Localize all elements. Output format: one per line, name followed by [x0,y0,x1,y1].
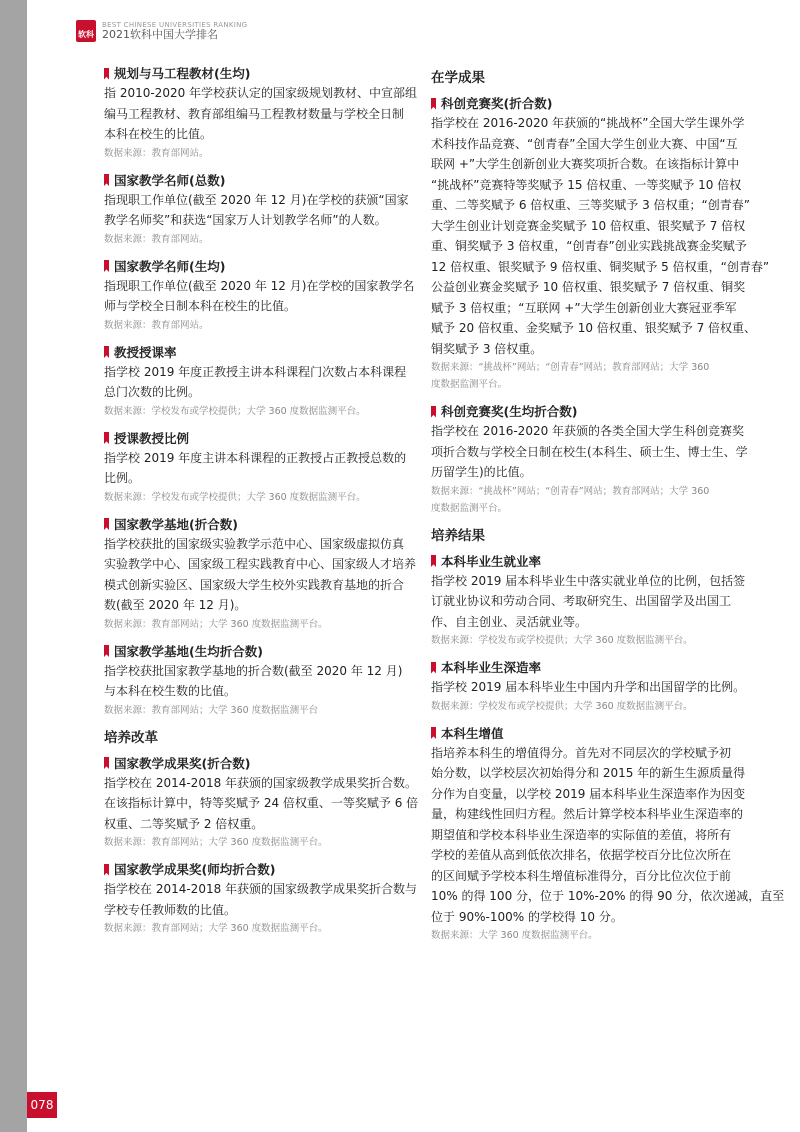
indicator-title-text: 本科毕业生就业率 [441,553,542,569]
indicator-description-line: 指学校在 2014-2018 年获颁的国家级教学成果奖折合数。 [104,775,418,790]
bookmark-icon [431,662,436,674]
indicator-description-line: 指 2010-2020 年学校获认定的国家级规划教材、中宣部组 [104,86,418,100]
indicator-description-line: 比例。 [104,471,141,485]
bookmark-icon [431,98,436,110]
indicator-description-line: 术科技作品竞赛、“创青春”全国大学生创业大赛、中国“互 [431,136,738,151]
data-source-line: 数据来源：教育部网站；大学 360 度数据监测平台。 [104,923,328,934]
bookmark-icon [104,260,109,272]
indicator-description-line: 赋予 20 倍权重、金奖赋予 10 倍权重、银奖赋予 7 倍权重、 [431,321,757,335]
data-source-line: 数据来源：教育部网站；大学 360 度数据监测平台。 [104,837,328,848]
indicator-title [104,860,404,879]
header-cn-title: 2021软科中国大学排名 [102,27,218,41]
side-strip [0,0,27,1132]
indicator-description-line: 的区间赋予学校本科生增值标准得分，百分比位次位于前 [431,868,732,883]
indicator-description-line: 分作为自变量，以学校 2019 届本科毕业生深造率作为因变 [431,786,746,801]
indicator-description-line: 师与学校全日制本科在校生的比值。 [104,299,297,313]
indicator-title [431,724,720,743]
indicator-title-text: 国家教学基地(折合数) [114,516,238,532]
data-source-line: 度数据监测平台。 [431,379,508,390]
left-column [104,64,419,946]
indicator-title [104,754,404,773]
data-source-line: 数据来源：“挑战杯”网站；“创青春”网站；教育部网站；大学 360 [431,362,710,373]
indicator-title-text: 本科生增值 [441,725,504,741]
indicator-description-line: 指学校 2019 届本科毕业生中国内升学和出国留学的比例。 [431,680,746,694]
data-source-line: 数据来源：大学 360 度数据监测平台。 [431,930,598,941]
data-source-line: 数据来源：教育部网站；大学 360 度数据监测平台 [104,704,319,716]
indicator-description-line: 指学校 2019 年度正教授主讲本科课程门次数占本科课程 [104,364,407,379]
indicator-description-line: 赋予 3 倍权重；“互联网 +”大学生创新创业大赛冠亚季军 [431,300,737,315]
indicator-title [104,64,404,83]
indicator-item [104,64,418,162]
indicator-title-text: 授课教授比例 [114,430,190,446]
indicator-description-line: 位于 90%-100% 的学校得 10 分。 [431,909,623,924]
indicator-description-line: 编马工程教材、教育部组编马工程教材数量与学校全日制 [104,106,405,121]
indicator-item [104,257,415,334]
indicator-item [104,429,407,506]
indicator-description-line: 指学校 2019 年度主讲本科课程的正教授占正教授总数的 [104,450,407,465]
section-title: 在学成果 [431,70,485,86]
indicator-item [431,724,785,945]
page-number: 078 [27,1092,57,1118]
indicator-description-line: 指现职工作单位(截至 2020 年 12 月)在学校的获颁“国家 [104,192,409,207]
section-title: 培养结果 [431,527,485,544]
indicator-description-line: 指学校 2019 届本科毕业生中落实就业单位的比例，包括签 [431,573,746,588]
indicator-title-text: 国家教学基地(生均折合数) [114,643,263,659]
indicator-title-text: 教授授课率 [114,344,177,360]
indicator-item [104,860,418,937]
indicator-title [104,642,404,661]
indicator-description-line: 数(截至 2020 年 12 月)。 [104,598,247,612]
indicator-description-line: 在该指标计算中，特等奖赋予 24 倍权重、一等奖赋予 6 倍 [104,796,419,810]
indicator-title [104,343,404,362]
indicator-description-line: 教学名师奖”和获选“国家万人计划教学名师”的人数。 [104,213,387,227]
indicator-title-text: 规划与马工程教材(生均) [114,66,251,81]
bookmark-icon [104,864,109,876]
page-header [76,20,247,42]
bookmark-icon [431,727,436,739]
bookmark-icon [104,518,109,530]
indicator-title [431,658,720,677]
indicator-description-line: 学校的差值从高到低依次排名，依据学校百分比位次所在 [431,848,732,862]
indicator-description-line: 12 倍权重、银奖赋予 9 倍权重、铜奖赋予 5 倍权重，“创青春” [431,259,770,274]
indicator-description-line: 指学校获批国家教学基地的折合数(截至 2020 年 12 月) [104,663,403,678]
indicator-item [104,642,404,719]
indicator-title [104,429,404,448]
indicator-description-line: 总门次数的比例。 [104,385,201,399]
header-en-title: BEST CHINESE UNIVERSITIES RANKING [102,20,248,29]
indicator-description-line: 与本科在校生数的比值。 [104,684,237,698]
indicator-description-line: 铜奖赋予 3 倍权重。 [431,341,543,356]
indicator-item [431,552,746,650]
indicator-description-line: 指学校在 2014-2018 年获颁的国家级教学成果奖折合数与 [104,882,418,896]
indicator-description-line: 项折合数与学校全日制在校生(本科生、硕士生、博士生、学 [431,444,748,459]
indicator-description-line: “挑战杯”竞赛特等奖赋予 15 倍权重、一等奖赋予 10 倍权 [431,177,742,192]
indicator-description-line: 始分数，以学校层次初始得分和 2015 年的新生生源质量得 [431,766,746,780]
bookmark-icon [104,346,109,358]
indicator-item [104,515,417,633]
bookmark-icon [431,555,436,567]
indicator-description-line: 大学生创业计划竞赛金奖赋予 10 倍权重、银奖赋予 7 倍权 [431,218,746,233]
indicator-item [104,754,419,852]
data-source-line: 数据来源：教育部网站；大学 360 度数据监测平台。 [104,618,328,630]
data-source-line: 数据来源：“挑战杯”网站；“创青春”网站；教育部网站；大学 360 [431,485,710,497]
section-title: 培养改革 [104,729,158,746]
indicator-description-line: 公益创业赛金奖赋予 10 倍权重、银奖赋予 7 倍权重、铜奖 [431,280,746,294]
indicator-item [104,171,409,248]
indicator-item [431,402,748,517]
bookmark-icon [104,432,109,444]
indicator-description-line: 指现职工作单位(截至 2020 年 12 月)在学校的国家教学名 [104,278,415,293]
data-source-line: 数据来源：学校发布或学校提供；大学 360 度数据监测平台。 [104,491,366,503]
indicator-title [431,402,720,421]
indicator-description-line: 10% 的得 100 分，位于 10%-20% 的得 90 分，依次递减，直至 [431,889,785,903]
ranking-logo-icon: 软科 [76,20,96,42]
data-source-line: 数据来源：学校发布或学校提供；大学 360 度数据监测平台。 [431,700,693,712]
indicator-description-line: 作、自主创业、灵活就业等。 [431,614,588,629]
indicator-description-line: 订就业协议和劳动合同、考取研究生、出国留学及出国工 [431,594,732,608]
data-source-line: 数据来源：教育部网站。 [104,319,209,331]
data-source-line: 数据来源：教育部网站。 [104,233,209,245]
data-source-line: 度数据监测平台。 [431,502,508,514]
data-source-line: 数据来源：教育部网站。 [104,147,209,159]
right-column [431,64,785,953]
indicator-description-line: 本科在校生的比值。 [104,127,213,141]
indicator-item [431,94,770,393]
bookmark-icon [104,68,109,80]
indicator-description-line: 联网 +”大学生创新创业大赛奖项折合数。在该指标计算中 [431,157,740,171]
bookmark-icon [104,174,109,186]
indicator-title [104,515,404,534]
indicator-description-line: 历留学生)的比值。 [431,465,532,479]
indicator-title-text: 国家教学名师(总数) [114,172,226,188]
indicator-item [104,343,407,420]
indicator-title-text: 本科毕业生深造率 [441,660,542,675]
indicator-item [431,658,746,715]
indicator-title-text: 国家教学成果奖(折合数) [114,755,251,771]
indicator-description-line: 模式创新实验区、国家级大学生校外实践教育基地的折合 [104,577,405,592]
indicator-description-line: 权重、二等奖赋予 2 倍权重。 [104,816,264,831]
indicator-description-line: 学校专任教师数的比值。 [104,902,237,917]
indicator-title-text: 科创竞赛奖(生均折合数) [441,404,578,419]
indicator-title [431,94,720,113]
indicator-description-line: 指培养本科生的增值得分。首先对不同层次的学校赋予初 [431,745,732,760]
indicator-description-line: 重、二等奖赋予 6 倍权重、三等奖赋予 3 倍权重；“创青春” [431,198,750,212]
indicator-title-text: 国家教学名师(生均) [114,258,226,274]
indicator-description-line: 指学校在 2016-2020 年获颁的“挑战杯”全国大学生课外学 [431,116,745,130]
indicator-title [104,257,404,276]
data-source-line: 数据来源：学校发布或学校提供；大学 360 度数据监测平台。 [104,405,366,417]
indicator-title [104,171,404,190]
data-source-line: 数据来源：学校发布或学校提供；大学 360 度数据监测平台。 [431,635,693,646]
indicator-description-line: 量，构建线性回归方程。然后计算学校本科毕业生深造率的 [431,807,744,821]
bookmark-icon [431,406,436,418]
bookmark-icon [104,757,109,769]
indicator-title-text: 科创竞赛奖(折合数) [441,96,553,111]
indicator-description-line: 指学校获批的国家级实验教学示范中心、国家级虚拟仿真 [104,536,405,551]
indicator-description-line: 期望值和学校本科毕业生深造率的实际值的差值，将所有 [431,827,732,842]
indicator-description-line: 重、铜奖赋予 3 倍权重，“创青春”创业实践挑战赛金奖赋予 [431,239,747,253]
indicator-description-line: 实验教学中心、国家级工程实践教育中心、国家级人才培养 [104,557,417,571]
indicator-title-text: 国家教学成果奖(师均折合数) [114,862,276,877]
indicator-title [431,552,720,571]
indicator-description-line: 指学校在 2016-2020 年获颁的各类全国大学生科创竞赛奖 [431,424,745,438]
bookmark-icon [104,645,109,657]
